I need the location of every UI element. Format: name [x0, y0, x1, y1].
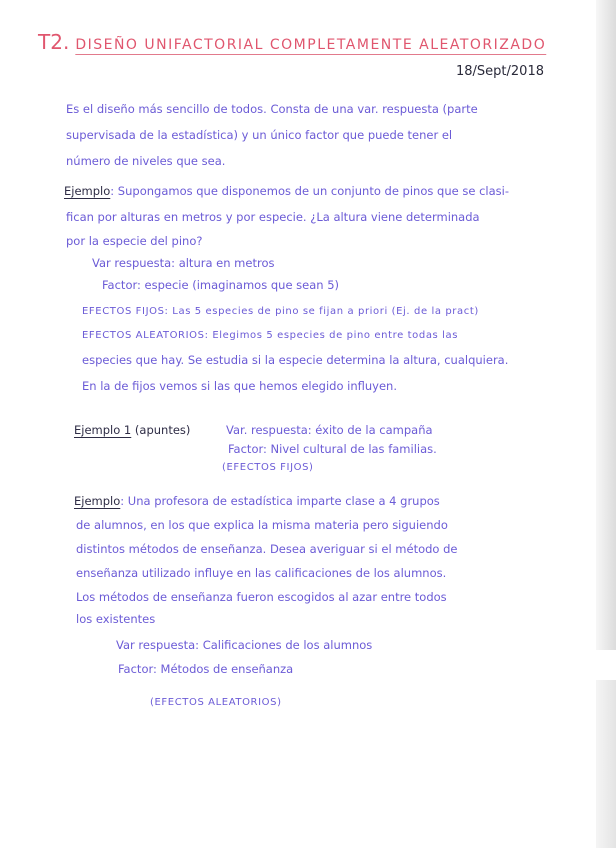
ejemplo1-label: Ejemplo: [64, 184, 111, 198]
ejemplo2-var-respuesta: Var respuesta: Calificaciones de los alumnos: [116, 638, 373, 652]
intro-line: Es el diseño más sencillo de todos. Consta de una var. respuesta (parte: [66, 102, 478, 116]
ejemplo2-line: enseñanza utilizado influye en las calificaciones de los alumnos.: [76, 566, 447, 580]
efectos-line: especies que hay. Se estudia si la especie determina la altura, cualquiera.: [82, 353, 509, 367]
ejemplo2-efectos: (EFECTOS ALEATORIOS): [150, 697, 282, 708]
title-number: T2.: [38, 30, 70, 54]
intro-line: supervisada de la estadística) y un único factor que puede tener el: [66, 128, 453, 142]
ejemplo2-factor: Factor: Métodos de enseñanza: [118, 662, 294, 676]
ejemplo2-line: los existentes: [76, 612, 156, 626]
ejemplo-apuntes-factor: Factor: Nivel cultural de las familias.: [228, 442, 437, 456]
ejemplo1-first-line: [64, 186, 509, 198]
ejemplo-apuntes-var-respuesta: Var. respuesta: éxito de la campaña: [226, 423, 433, 437]
ejemplo-apuntes-note: (apuntes): [134, 423, 191, 437]
ejemplo-apuntes-label: Ejemplo 1: [74, 423, 132, 437]
title-text: DISEÑO UNIFACTORIAL COMPLETAMENTE ALEATORIZADO: [75, 37, 547, 53]
ejemplo2-line: Los métodos de enseñanza fueron escogidos al azar entre todos: [76, 590, 447, 604]
page-date: 18/Sept/2018: [456, 64, 544, 79]
ejemplo1-factor: Factor: especie (imaginamos que sean 5): [102, 278, 340, 292]
page-edge-gap: [596, 650, 616, 680]
ejemplo1-text: : Supongamos que disponemos de un conjunto de pinos que se clasi-: [110, 184, 509, 198]
ejemplo-apuntes-efectos: (EFECTOS FIJOS): [222, 462, 314, 473]
ejemplo1-line: por la especie del pino?: [66, 234, 203, 248]
efectos-line: En la de fijos vemos si las que hemos elegido influyen.: [82, 379, 397, 393]
ejemplo-apuntes-heading: [74, 425, 190, 437]
efectos-aleatorios-line: EFECTOS ALEATORIOS: Elegimos 5 especies de pino entre todas las: [82, 330, 459, 341]
ejemplo1-line: fican por alturas en metros y por especie. ¿La altura viene determinada: [66, 210, 480, 224]
page-title: [38, 30, 546, 54]
ejemplo2-first-line: [74, 496, 440, 508]
intro-line: número de niveles que sea.: [66, 154, 226, 168]
ejemplo2-line: distintos métodos de enseñanza. Desea averiguar si el método de: [76, 542, 458, 556]
ejemplo2-label: Ejemplo: [74, 494, 121, 508]
ejemplo2-line: de alumnos, en los que explica la misma materia pero siguiendo: [76, 518, 448, 532]
efectos-fijos-line: EFECTOS FIJOS: Las 5 especies de pino se fijan a priori (Ej. de la pract): [82, 306, 479, 317]
ejemplo2-text: : Una profesora de estadística imparte clase a 4 grupos: [120, 494, 440, 508]
ejemplo1-var-respuesta: Var respuesta: altura en metros: [92, 256, 275, 270]
page-edge-shadow: [596, 0, 616, 650]
page-edge-shadow-lower: [596, 680, 616, 848]
